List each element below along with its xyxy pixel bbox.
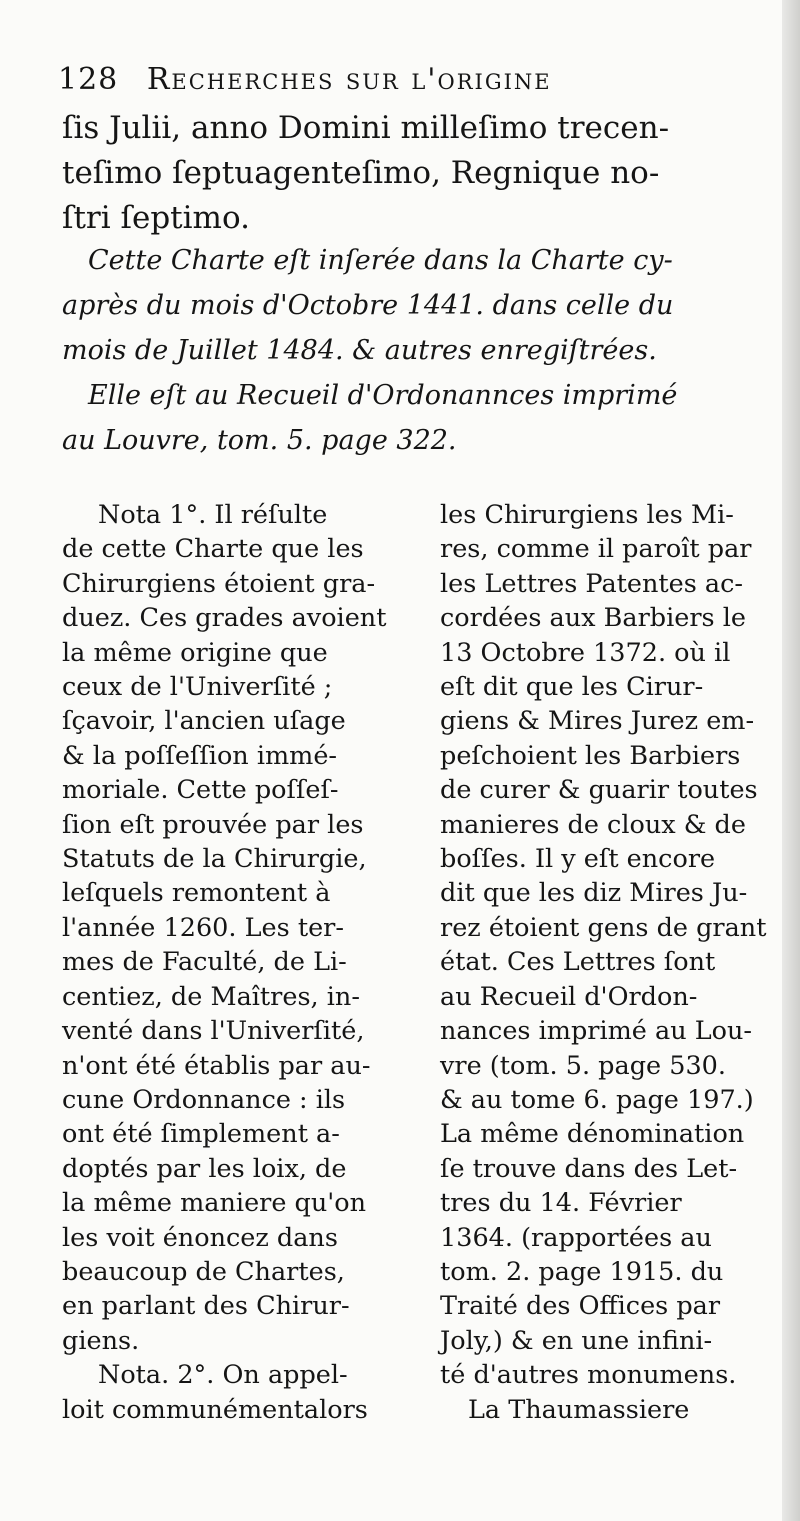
text-line: de cette Charte que les (62, 534, 364, 565)
text-line: après du mois d'Octobre 1441. dans celle du (62, 290, 674, 321)
text-line: de curer & guarir toutes (440, 775, 758, 806)
text-line: moriale. Cette poſſeſ- (62, 775, 339, 806)
text-line: Traité des Offices par (440, 1291, 721, 1322)
page-edge-shadow (782, 0, 800, 1521)
text-line: la même maniere qu'on (62, 1188, 367, 1219)
text-line: manieres de cloux & de (440, 809, 746, 840)
text-line: venté dans l'Univerſité, (62, 1016, 365, 1047)
text-line: au Recueil d'Ordon- (440, 981, 698, 1012)
text-line: cordées aux Barbiers le (440, 603, 746, 634)
text-line: Cette Charte eſt inſerée dans la Charte cy- (88, 245, 673, 276)
text-line: Elle eſt au Recueil d'Ordonannces imprimé (88, 380, 678, 411)
text-line: mes de Faculté, de Li- (62, 947, 347, 978)
text-line: peſchoient les Barbiers (440, 740, 741, 771)
text-line: La même dénomination (440, 1119, 745, 1150)
text-line: centiez, de Maîtres, in- (62, 981, 360, 1012)
text-line: eſt dit que les Cirur- (440, 672, 704, 703)
text-line: Statuts de la Chirurgie, (62, 844, 367, 875)
text-line: Joly,) & en une infini- (440, 1325, 713, 1356)
text-line: les voit énoncez dans (62, 1222, 338, 1253)
text-line: té d'autres monumens. (440, 1360, 737, 1391)
text-line: giens & Mires Jurez em- (440, 706, 755, 737)
text-line: n'ont été établis par au- (62, 1050, 371, 1081)
intro-latin-text (62, 106, 762, 241)
text-line: doptés par les loix, de (62, 1153, 347, 1184)
text-line: tres du 14. Février (440, 1188, 682, 1219)
text-line: leſquels remontent à (62, 878, 331, 909)
text-line: ſçavoir, l'ancien uſage (62, 706, 346, 737)
text-line: ont été ſimplement a- (62, 1119, 340, 1150)
italic-note (62, 238, 762, 463)
text-line: 13 Octobre 1372. où il (440, 637, 731, 668)
text-line: les Chirurgiens les Mi- (440, 500, 734, 530)
page-number: 128 (58, 62, 119, 97)
running-head (58, 62, 758, 97)
text-line: ſe trouve dans des Let- (440, 1153, 738, 1184)
text-line: rez étoient gens de grant (440, 912, 767, 943)
text-line: Nota. 2°. On appel- (98, 1360, 348, 1391)
text-line: giens. (62, 1325, 140, 1356)
text-line: & au tome 6. page 197.) (440, 1084, 754, 1115)
left-column (62, 498, 422, 1427)
text-line: les Lettres Patentes ac- (440, 568, 744, 599)
text-line: dit que les diz Mires Ju- (440, 878, 748, 909)
text-line: mois de Juillet 1484. & autres enregiſtrées. (62, 335, 657, 366)
text-line: état. Ces Lettres ſont (440, 947, 716, 978)
text-line: au Louvre, tom. 5. page 322. (62, 425, 457, 456)
text-line: 1364. (rapportées au (440, 1222, 712, 1253)
text-line: res, comme il paroît par (440, 534, 752, 565)
text-line: beaucoup de Chartes, (62, 1256, 345, 1287)
text-line: cune Ordonnance : ils (62, 1084, 346, 1115)
catchword: La Thaumassiere (468, 1394, 690, 1425)
text-line: loit communémentalors (62, 1394, 368, 1425)
text-line: la même origine que (62, 637, 328, 668)
text-line: nances imprimé au Lou- (440, 1016, 753, 1047)
text-line: vre (tom. 5. page 530. (440, 1050, 726, 1081)
text-line: teſimo ſeptuagenteſimo, Regnique no- (62, 155, 660, 191)
text-line: en parlant des Chirur- (62, 1291, 350, 1322)
text-line: duez. Ces grades avoient (62, 603, 387, 634)
running-head-title: Recherches sur l'origine (146, 62, 552, 97)
text-line: & la poſſeſſion immé- (62, 740, 338, 771)
text-line: ſion eſt prouvée par les (62, 809, 364, 840)
text-line: Nota 1°. Il réſulte (98, 500, 328, 530)
text-line: ſis Julii, anno Domini milleſimo trecen- (62, 110, 670, 146)
right-column (440, 498, 770, 1427)
text-line: tom. 2. page 1915. du (440, 1256, 724, 1287)
text-line: boſſes. Il y eſt encore (440, 844, 716, 875)
text-line: ſtri ſeptimo. (62, 200, 250, 236)
text-line: ceux de l'Univerſité ; (62, 672, 333, 703)
text-line: l'année 1260. Les ter- (62, 912, 344, 943)
text-line: Chirurgiens étoient gra- (62, 568, 376, 599)
